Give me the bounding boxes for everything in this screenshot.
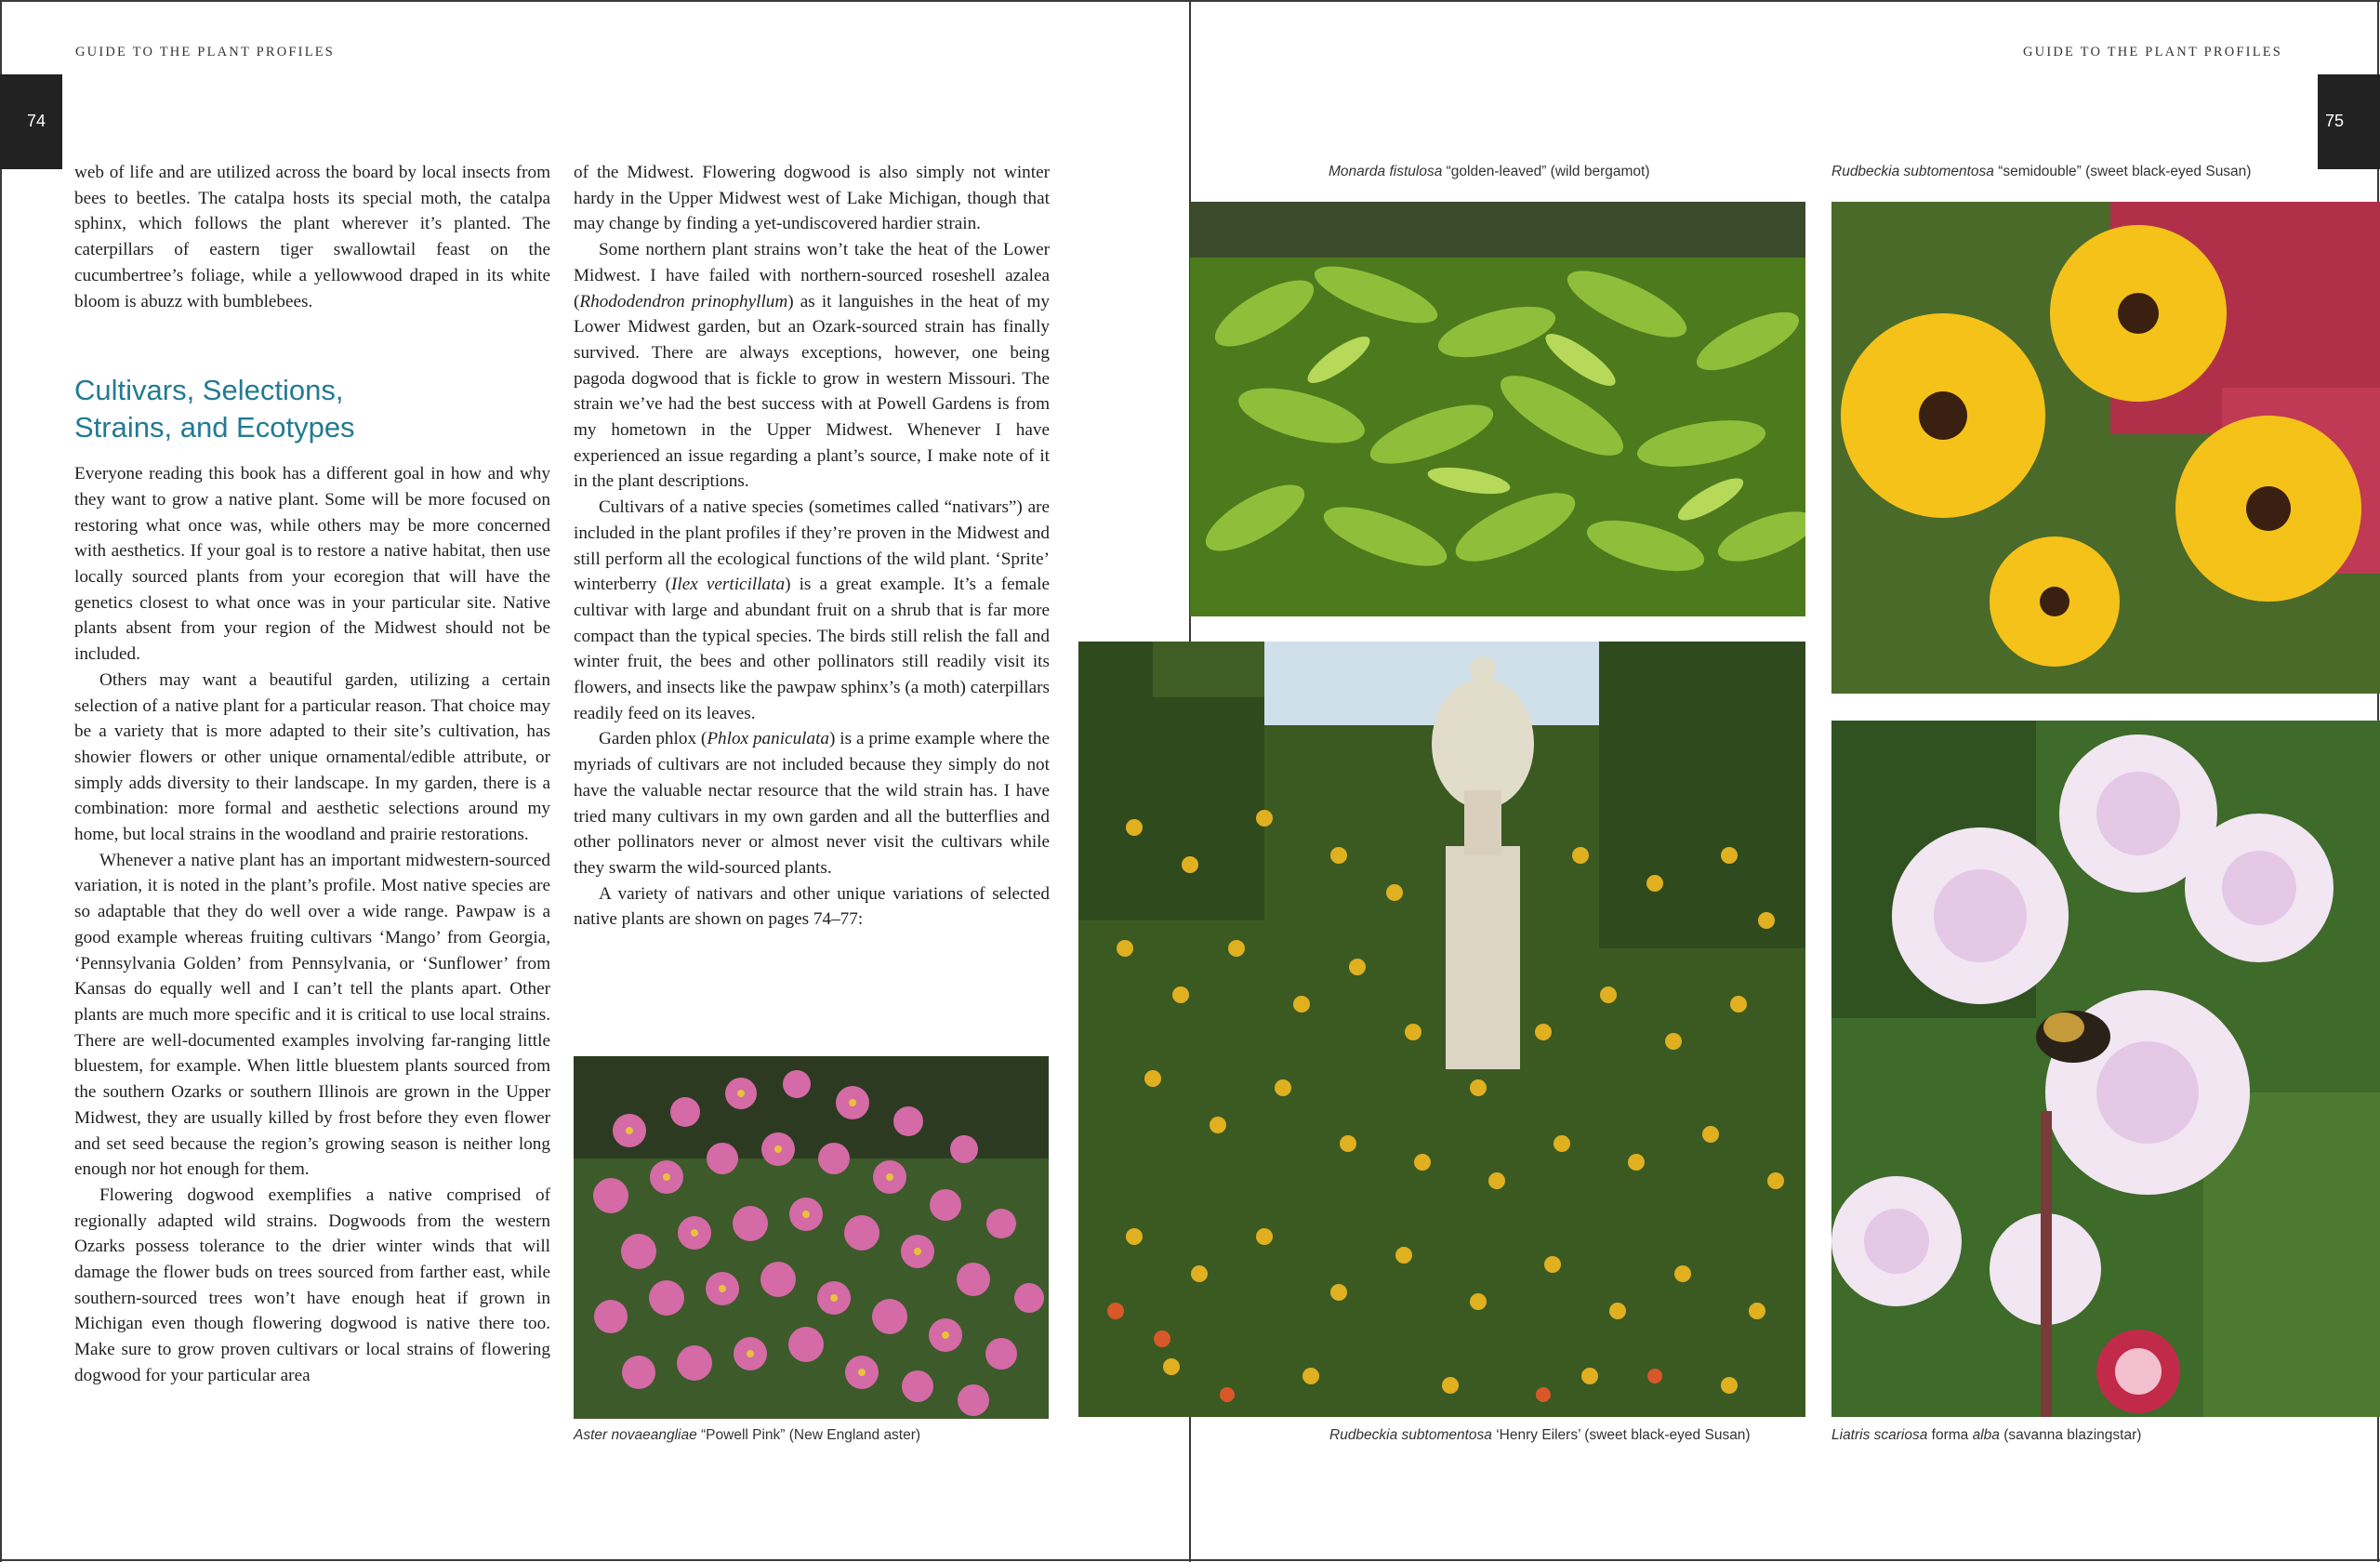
page-number-left: 74	[0, 74, 62, 169]
paragraph: web of life and are utilized across the board by local insects from bees to beetles. The catalpa hosts its special moth, the catalpa sphinx, which follows the plant wherever it’s planted. The caterpillars of eastern tiger swallowtail feast on the cucumbertree’s foliage, while a yellowwood draped in its white bloom is abuzz with bumblebees.	[74, 163, 550, 311]
paragraph: Flowering dogwood exemplifies a native comprised of regionally adapted wild strains. Dogwoods from the western Ozarks possess tolerance to the drier winter winds that will damage the flower buds on trees sourced from farther east, while southern-sourced trees won’t have enough heat if grown in Michigan even though flowering dogwood is native there too. Make sure to grow proven cultivars or local strains of flowering dogwood for your particular area	[74, 1185, 550, 1385]
caption-rudbeckia-semidouble: Rudbeckia subtomentosa “semidouble” (sweet black-eyed Susan)	[1831, 164, 2252, 179]
paragraph: Others may want a beautiful garden, utilizing a certain selection of a native plant for a particular reason. That choice may be a variety that is more adapted to their site’s cultivation, has showier flowers or other unique ornamental/edible attribute, or simply adds diversity to their landscape. In my garden, there is a combination: more formal and aesthetic selections around my home, but local strains in the woodland and prairie restorations.	[74, 669, 550, 845]
page-border-left	[0, 0, 2, 1562]
photo-liatris	[1831, 721, 2380, 1417]
section-heading: Cultivars, Selections, Strains, and Ecotypes	[74, 374, 355, 444]
text-column-2	[574, 160, 1050, 933]
running-head-left: GUIDE TO THE PLANT PROFILES	[75, 45, 336, 60]
photo-rudbeckia-henry-eilers	[1078, 642, 1805, 1417]
paragraph: Everyone reading this book has a different goal in how and why they want to grow a native plant. Some will be more focused on restoring what once was, while others may be more concerned with aesthetics. If your goal is to restore a native habitat, then use locally sourced plants from your ecoregion that will have the genetics closest to what once was in your particular site. Native plants absent from your region of the Midwest should not be included.	[74, 464, 550, 665]
paragraph: Some northern plant strains won’t take the heat of the Lower Midwest. I have failed with northern-sourced roseshell azalea (Rhododendron prinophyllum) as it languishes in the heat of my Lower Midwest garden, but an Ozark-sourced strain has finally survived. There are always exceptions, however, one being pagoda dogwood that is fickle to grow in western Missouri. The strain we’ve had the best success with at Powell Gardens is from my hometown in the Upper Midwest. Whenever I have experienced an issue regarding a plant’s source, I make note of it in the plant descriptions.	[574, 240, 1050, 492]
caption-rudbeckia-henry-eilers: Rudbeckia subtomentosa ‘Henry Eilers’ (sweet black-eyed Susan)	[1329, 1427, 1751, 1443]
photo-rudbeckia-semidouble	[1831, 202, 2380, 694]
caption-aster: Aster novaeangliae “Powell Pink” (New England aster)	[574, 1427, 921, 1443]
paragraph: Garden phlox (Phlox paniculata) is a prime example where the myriads of cultivars are not included because they simply do not have the valuable nectar resource that the wild strain has. I have tried many cultivars in my own garden and all the butterflies and other pollinators never or almost never visit the cultivars while they swarm the wild-sourced plants.	[574, 729, 1051, 878]
running-head-right: GUIDE TO THE PLANT PROFILES	[2023, 45, 2283, 60]
caption-liatris: Liatris scariosa forma alba (savanna blazingstar)	[1831, 1427, 2142, 1443]
paragraph: Whenever a native plant has an important midwestern-sourced variation, it is noted in the plant’s profile. Most native species are so adaptable that they do well over a wide range. Pawpaw is a good example whereas fruiting cultivars ‘Mango’ from Georgia, ‘Pennsylvania Golden’ from Pennsylvania, or ‘Sunflower’ from Kansas do equally well and I can’t tell the plants apart. Other plants are much more specific and it is critical to use local strains. There are well-documented examples involving far-ranging little bluestem, for example. When little bluestem plants sourced from the southern Ozarks or southern Illinois are grown in the Upper Midwest, they are usually killed by frost before they even flower and set seed because the region’s growing season is neither long enough nor hot enough for them.	[74, 850, 550, 1180]
paragraph: Cultivars of a native species (sometimes called “nativars”) are included in the plant profiles if they’re proven in the Midwest and still perform all the ecological functions of the wild plant. ‘Sprite’ winterberry (Ilex verticillata) is a great example. It’s a female cultivar with large and abundant fruit on a shrub that is far more compact than the typical species. The birds still relish the fall and winter fruit, the bees and other pollinators still readily visit its flowers, and insects like the pawpaw sphinx’s (a moth) caterpillars readily feed on its leaves.	[574, 497, 1050, 723]
photo-monarda	[1190, 202, 1805, 616]
page-number-right: 75	[2318, 74, 2380, 169]
paragraph: of the Midwest. Flowering dogwood is also simply not winter hardy in the Upper Midwest west of Lake Michigan, though that may change by finding a yet-undiscovered hardier strain.	[574, 163, 1050, 234]
paragraph: A variety of nativars and other unique variations of selected native plants are shown on pages 74–77:	[574, 883, 1050, 930]
photo-aster	[574, 1056, 1049, 1419]
caption-monarda: Monarda fistulosa “golden-leaved” (wild bergamot)	[1329, 164, 1650, 179]
text-column-1	[74, 160, 550, 1389]
